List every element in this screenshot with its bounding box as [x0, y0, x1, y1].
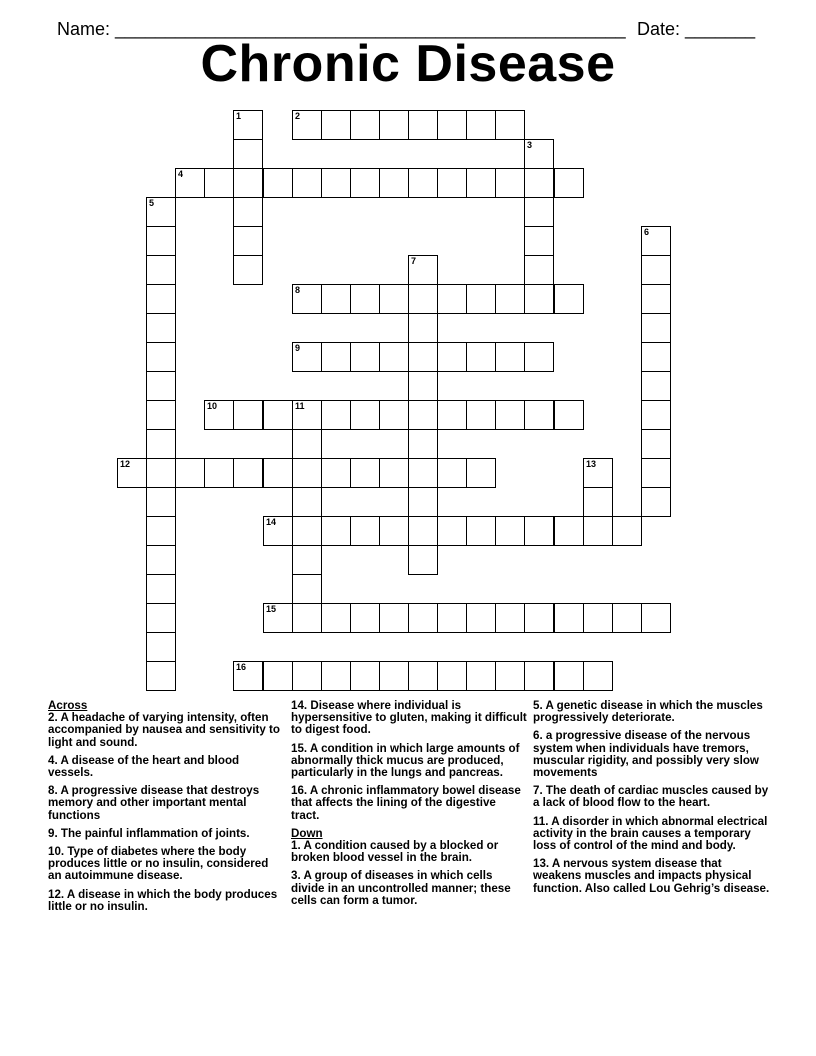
crossword-cell[interactable]: [292, 284, 322, 314]
crossword-cell[interactable]: [233, 661, 263, 691]
crossword-cell[interactable]: [292, 429, 322, 459]
crossword-cell[interactable]: [554, 168, 584, 198]
crossword-cell[interactable]: [117, 458, 147, 488]
crossword-cell[interactable]: [350, 110, 380, 140]
crossword-cell[interactable]: [146, 516, 176, 546]
clue-item: 2. A headache of varying intensity, often accompanied by nausea and sensitivity to light and sound.: [48, 711, 280, 749]
crossword-cell[interactable]: [641, 458, 671, 488]
crossword-cell[interactable]: [408, 110, 438, 140]
crossword-cell[interactable]: [408, 545, 438, 575]
crossword-cell[interactable]: [437, 284, 467, 314]
crossword-cell[interactable]: [233, 400, 263, 430]
clue-number: 2: [295, 111, 301, 121]
name-label-text: Name:: [57, 19, 116, 39]
crossword-cell[interactable]: [524, 284, 554, 314]
clue-number: 15: [266, 604, 277, 614]
crossword-cell[interactable]: [292, 661, 322, 691]
crossword-cell[interactable]: [292, 458, 322, 488]
crossword-cell[interactable]: [408, 429, 438, 459]
clue-number: 14: [266, 517, 277, 527]
crossword-cell[interactable]: [466, 516, 496, 546]
crossword-cell[interactable]: [321, 284, 351, 314]
crossword-cell[interactable]: [263, 458, 293, 488]
crossword-cell[interactable]: [263, 168, 293, 198]
crossword-cell[interactable]: [292, 487, 322, 517]
crossword-cell[interactable]: [146, 313, 176, 343]
crossword-cell[interactable]: [146, 226, 176, 256]
clue-column-3: [533, 700, 773, 901]
crossword-cell[interactable]: [350, 516, 380, 546]
crossword-cell[interactable]: [233, 255, 263, 285]
crossword-cell[interactable]: [321, 661, 351, 691]
clue-item: 10. Type of diabetes where the body produces little or no insulin, considered an autoimmune disease.: [48, 845, 269, 883]
clue-item: 14. Disease where individual is hypersensitive to gluten, making it difficult to digest food.: [291, 699, 527, 737]
crossword-cell[interactable]: [379, 400, 409, 430]
crossword-cell[interactable]: [379, 342, 409, 372]
crossword-cell[interactable]: [321, 168, 351, 198]
crossword-cell[interactable]: [524, 516, 554, 546]
crossword-cell[interactable]: [233, 197, 263, 227]
name-blank[interactable]: ___________________________________________________: [115, 19, 626, 39]
clue-number: 4: [178, 169, 184, 179]
crossword-cell[interactable]: [408, 487, 438, 517]
crossword-cell[interactable]: [524, 603, 554, 633]
crossword-cell[interactable]: [233, 226, 263, 256]
crossword-cell[interactable]: [292, 574, 322, 604]
crossword-cell[interactable]: [146, 429, 176, 459]
crossword-cell[interactable]: [583, 458, 613, 488]
crossword-cell[interactable]: [233, 458, 263, 488]
crossword-cell[interactable]: [641, 255, 671, 285]
crossword-cell[interactable]: [146, 545, 176, 575]
clue-item: 5. A genetic disease in which the muscles progressively deteriorate.: [533, 699, 763, 725]
crossword-cell[interactable]: [379, 661, 409, 691]
crossword-cell[interactable]: [350, 168, 380, 198]
crossword-cell[interactable]: [379, 284, 409, 314]
crossword-cell[interactable]: [146, 603, 176, 633]
clue-item: 4. A disease of the heart and blood vessels.: [48, 753, 240, 780]
crossword-cell[interactable]: [350, 661, 380, 691]
crossword-cell[interactable]: [437, 603, 467, 633]
crossword-cell[interactable]: [321, 516, 351, 546]
crossword-cell[interactable]: [204, 168, 234, 198]
crossword-cell[interactable]: [437, 342, 467, 372]
across-heading: Across: [48, 699, 88, 712]
crossword-cell[interactable]: [146, 574, 176, 604]
crossword-cell[interactable]: [350, 400, 380, 430]
crossword-cell[interactable]: [495, 342, 525, 372]
crossword-cell[interactable]: [466, 400, 496, 430]
clue-number: 1: [236, 111, 242, 121]
crossword-cell[interactable]: [408, 603, 438, 633]
crossword-cell[interactable]: [466, 661, 496, 691]
clue-item: 12. A disease in which the body produces little or no insulin.: [48, 887, 278, 913]
crossword-cell[interactable]: [495, 603, 525, 633]
crossword-cell[interactable]: [292, 342, 322, 372]
crossword-cell[interactable]: [292, 516, 322, 546]
crossword-cell[interactable]: [437, 168, 467, 198]
crossword-cell[interactable]: [146, 371, 176, 401]
crossword-cell[interactable]: [437, 516, 467, 546]
clue-number: 8: [295, 285, 301, 295]
crossword-cell[interactable]: [263, 516, 293, 546]
crossword-cell[interactable]: [524, 342, 554, 372]
crossword-cell[interactable]: [321, 342, 351, 372]
crossword-cell[interactable]: [321, 603, 351, 633]
crossword-cell[interactable]: [146, 342, 176, 372]
crossword-cell[interactable]: [583, 603, 613, 633]
clue-number: 12: [120, 459, 131, 469]
crossword-cell[interactable]: [321, 400, 351, 430]
crossword-cell[interactable]: [408, 342, 438, 372]
crossword-cell[interactable]: [175, 168, 205, 198]
clue-number: 5: [149, 198, 155, 208]
crossword-cell[interactable]: [292, 545, 322, 575]
crossword-cell[interactable]: [379, 168, 409, 198]
crossword-cell[interactable]: [146, 400, 176, 430]
crossword-cell[interactable]: [641, 371, 671, 401]
crossword-cell[interactable]: [321, 458, 351, 488]
crossword-cell[interactable]: [263, 400, 293, 430]
crossword-cell[interactable]: [524, 139, 554, 169]
clue-column-2: [291, 700, 527, 913]
crossword-cell[interactable]: [292, 168, 322, 198]
down-heading: Down: [291, 826, 323, 840]
crossword-cell[interactable]: [583, 661, 613, 691]
crossword-cell[interactable]: [437, 400, 467, 430]
crossword-cell[interactable]: [350, 603, 380, 633]
crossword-cell[interactable]: [379, 458, 409, 488]
clue-number: 10: [207, 401, 218, 411]
down-clue-list: [291, 840, 527, 907]
page-title: Chronic Disease: [200, 35, 616, 93]
clue-item: 11. A disorder in which abnormal electrical activity in the brain causes a temporary loss of control of the mind and body.: [533, 814, 768, 853]
crossword-cell[interactable]: [495, 168, 525, 198]
crossword-cell[interactable]: [146, 632, 176, 662]
clue-item: 8. A progressive disease that destroys memory and other important mental functions: [48, 784, 260, 822]
crossword-cell[interactable]: [379, 516, 409, 546]
crossword-cell[interactable]: [554, 516, 584, 546]
date-label-text: Date:: [637, 19, 686, 39]
crossword-cell[interactable]: [466, 110, 496, 140]
crossword-cell[interactable]: [554, 603, 584, 633]
crossword-cell[interactable]: [466, 603, 496, 633]
crossword-cell[interactable]: [641, 342, 671, 372]
crossword-cell[interactable]: [466, 458, 496, 488]
crossword-cell[interactable]: [641, 487, 671, 517]
crossword-cell[interactable]: [408, 661, 438, 691]
crossword-cell[interactable]: [321, 110, 351, 140]
crossword-cell[interactable]: [146, 284, 176, 314]
clue-column-1: [48, 700, 282, 919]
crossword-cell[interactable]: [495, 661, 525, 691]
crossword-cell[interactable]: [350, 458, 380, 488]
crossword-cell[interactable]: [350, 284, 380, 314]
crossword-cell[interactable]: [524, 400, 554, 430]
clue-number: 11: [295, 401, 305, 411]
crossword-cell[interactable]: [466, 168, 496, 198]
crossword-cell[interactable]: [408, 284, 438, 314]
clue-item: 6. a progressive disease of the nervous system when individuals have tremors, muscular rigidity, and possibly very slow movements: [533, 729, 759, 780]
crossword-cell[interactable]: [292, 603, 322, 633]
crossword-cell[interactable]: [583, 487, 613, 517]
crossword-cell[interactable]: [524, 197, 554, 227]
crossword-cell[interactable]: [495, 284, 525, 314]
clue-item: 3. A group of diseases in which cells divide in an uncontrolled manner; these cells can form a tumor.: [291, 869, 511, 907]
crossword-cell[interactable]: [583, 516, 613, 546]
crossword-cell[interactable]: [641, 313, 671, 343]
crossword-cell[interactable]: [466, 284, 496, 314]
crossword-cell[interactable]: [495, 110, 525, 140]
crossword-cell[interactable]: [379, 603, 409, 633]
crossword-cell[interactable]: [292, 110, 322, 140]
across-clue-list: [48, 712, 282, 913]
crossword-cell[interactable]: [408, 371, 438, 401]
clue-item: 7. The death of cardiac muscles caused by a lack of blood flow to the heart.: [533, 784, 769, 810]
crossword-cell[interactable]: [524, 255, 554, 285]
clue-item: 15. A condition in which large amounts of abnormally thick mucus are produced, particularly in the lungs and pancreas.: [291, 741, 520, 780]
crossword-cell[interactable]: [408, 255, 438, 285]
crossword-cell[interactable]: [233, 168, 263, 198]
crossword-cell[interactable]: [495, 400, 525, 430]
crossword-cell[interactable]: [233, 139, 263, 169]
clue-number: 9: [295, 343, 301, 353]
crossword-cell[interactable]: [408, 516, 438, 546]
crossword-cell[interactable]: [204, 458, 234, 488]
crossword-cell[interactable]: [437, 110, 467, 140]
clue-number: 16: [236, 662, 247, 672]
crossword-cell[interactable]: [524, 168, 554, 198]
crossword-cell[interactable]: [641, 603, 671, 633]
crossword-cell[interactable]: [408, 168, 438, 198]
crossword-cell[interactable]: [146, 458, 176, 488]
down-clue-list-continued: [533, 700, 773, 895]
crossword-cell[interactable]: [437, 661, 467, 691]
clue-item: 9. The painful inflammation of joints.: [48, 826, 250, 840]
crossword-cell[interactable]: [146, 197, 176, 227]
crossword-cell[interactable]: [292, 400, 322, 430]
crossword-cell[interactable]: [641, 429, 671, 459]
crossword-cell[interactable]: [554, 400, 584, 430]
crossword-cell[interactable]: [408, 458, 438, 488]
crossword-cell[interactable]: [408, 400, 438, 430]
across-clue-list-continued: [291, 700, 527, 822]
crossword-cell[interactable]: [524, 661, 554, 691]
crossword-cell[interactable]: [350, 342, 380, 372]
crossword-cell[interactable]: [466, 342, 496, 372]
crossword-cell[interactable]: [524, 226, 554, 256]
clue-item: 16. A chronic inflammatory bowel disease that affects the lining of the digestive tract.: [291, 784, 521, 822]
clue-number: 3: [527, 140, 533, 150]
crossword-cell[interactable]: [146, 255, 176, 285]
clue-number: 6: [644, 227, 650, 237]
crossword-cell[interactable]: [204, 400, 234, 430]
crossword-cell[interactable]: [554, 661, 584, 691]
crossword-cell[interactable]: [146, 661, 176, 691]
crossword-cell[interactable]: [554, 284, 584, 314]
crossword-cell[interactable]: [495, 516, 525, 546]
crossword-cell[interactable]: [641, 400, 671, 430]
crossword-cell[interactable]: [263, 661, 293, 691]
crossword-cell[interactable]: [175, 458, 205, 488]
date-blank[interactable]: _______: [685, 19, 756, 39]
clue-item: 1. A condition caused by a blocked or broken blood vessel in the brain.: [291, 839, 499, 865]
clue-item: 13. A nervous system disease that weakens muscles and impacts physical function. Also called Lou Gehrig’s disease.: [533, 857, 770, 895]
clue-number: 7: [411, 256, 417, 266]
crossword-cell[interactable]: [641, 284, 671, 314]
crossword-cell[interactable]: [437, 458, 467, 488]
crossword-cell[interactable]: [263, 603, 293, 633]
clue-number: 13: [586, 459, 597, 469]
crossword-cell[interactable]: [641, 226, 671, 256]
crossword-cell[interactable]: [612, 603, 642, 633]
crossword-cell[interactable]: [612, 516, 642, 546]
crossword-cell[interactable]: [233, 110, 263, 140]
crossword-cell[interactable]: [379, 110, 409, 140]
crossword-cell[interactable]: [146, 487, 176, 517]
crossword-cell[interactable]: [408, 313, 438, 343]
